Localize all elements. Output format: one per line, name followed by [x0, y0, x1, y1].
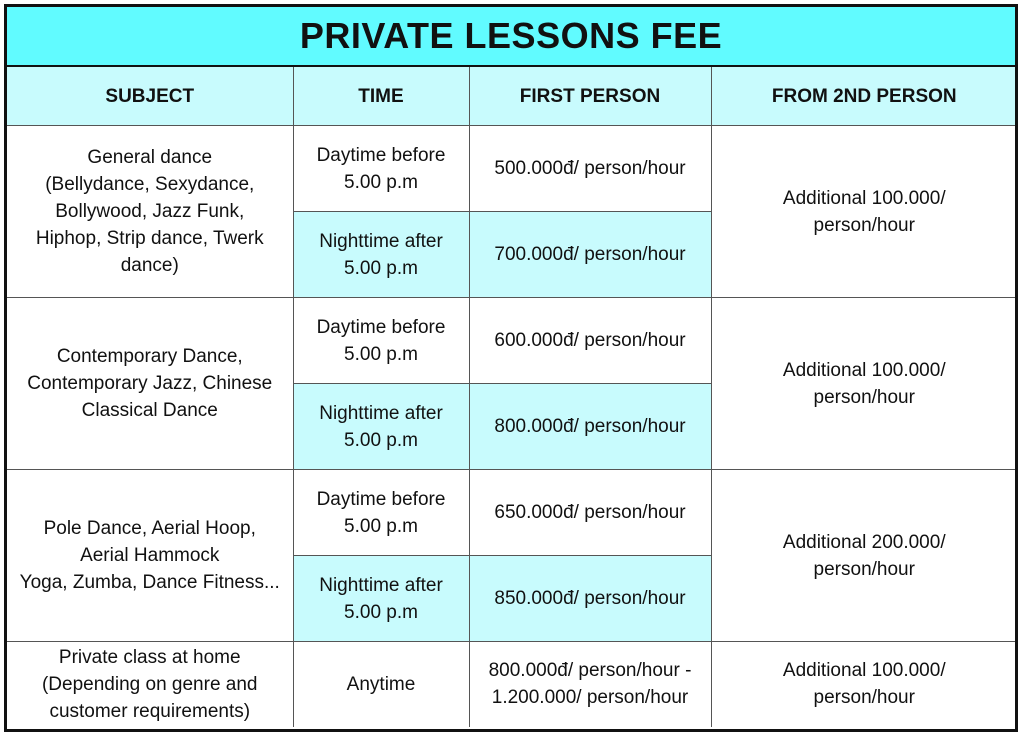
table-row	[7, 126, 1017, 212]
table-row	[7, 298, 1017, 384]
header-first-person: FIRST PERSON	[469, 67, 711, 126]
price-cell-day: 500.000đ/ person/hour	[469, 126, 711, 212]
subject-cell: General dance (Bellydance, Sexydance, Bollywood, Jazz Funk, Hiphop, Strip dance, Twerk dance)	[7, 126, 293, 298]
header-subject: SUBJECT	[7, 67, 293, 126]
extra-cell: Additional 100.000/ person/hour	[711, 126, 1017, 298]
subject-cell: Pole Dance, Aerial Hoop, Aerial Hammock Yoga, Zumba, Dance Fitness...	[7, 470, 293, 642]
extra-cell: Additional 100.000/ person/hour	[711, 642, 1017, 727]
table-row	[7, 642, 1017, 727]
price-cell: 800.000đ/ person/hour - 1.200.000/ person/hour	[469, 642, 711, 727]
header-from-second-person: FROM 2ND PERSON	[711, 67, 1017, 126]
time-cell-day: Daytime before 5.00 p.m	[293, 298, 469, 384]
price-cell-day: 650.000đ/ person/hour	[469, 470, 711, 556]
price-cell-day: 600.000đ/ person/hour	[469, 298, 711, 384]
header-time: TIME	[293, 67, 469, 126]
subject-cell: Private class at home (Depending on genre and customer requirements)	[7, 642, 293, 727]
time-cell-day: Daytime before 5.00 p.m	[293, 126, 469, 212]
time-cell: Anytime	[293, 642, 469, 727]
price-cell-night: 850.000đ/ person/hour	[469, 556, 711, 642]
time-cell-night: Nighttime after 5.00 p.m	[293, 556, 469, 642]
extra-cell: Additional 200.000/ person/hour	[711, 470, 1017, 642]
time-cell-night: Nighttime after 5.00 p.m	[293, 212, 469, 298]
time-cell-night: Nighttime after 5.00 p.m	[293, 384, 469, 470]
extra-cell: Additional 100.000/ person/hour	[711, 298, 1017, 470]
price-cell-night: 800.000đ/ person/hour	[469, 384, 711, 470]
subject-cell: Contemporary Dance, Contemporary Jazz, Chinese Classical Dance	[7, 298, 293, 470]
time-cell-day: Daytime before 5.00 p.m	[293, 470, 469, 556]
fee-table	[7, 67, 1017, 727]
table-row	[7, 470, 1017, 556]
price-cell-night: 700.000đ/ person/hour	[469, 212, 711, 298]
table-title: PRIVATE LESSONS FEE	[7, 7, 1015, 67]
fee-table-card	[4, 4, 1018, 732]
header-row	[7, 67, 1017, 126]
